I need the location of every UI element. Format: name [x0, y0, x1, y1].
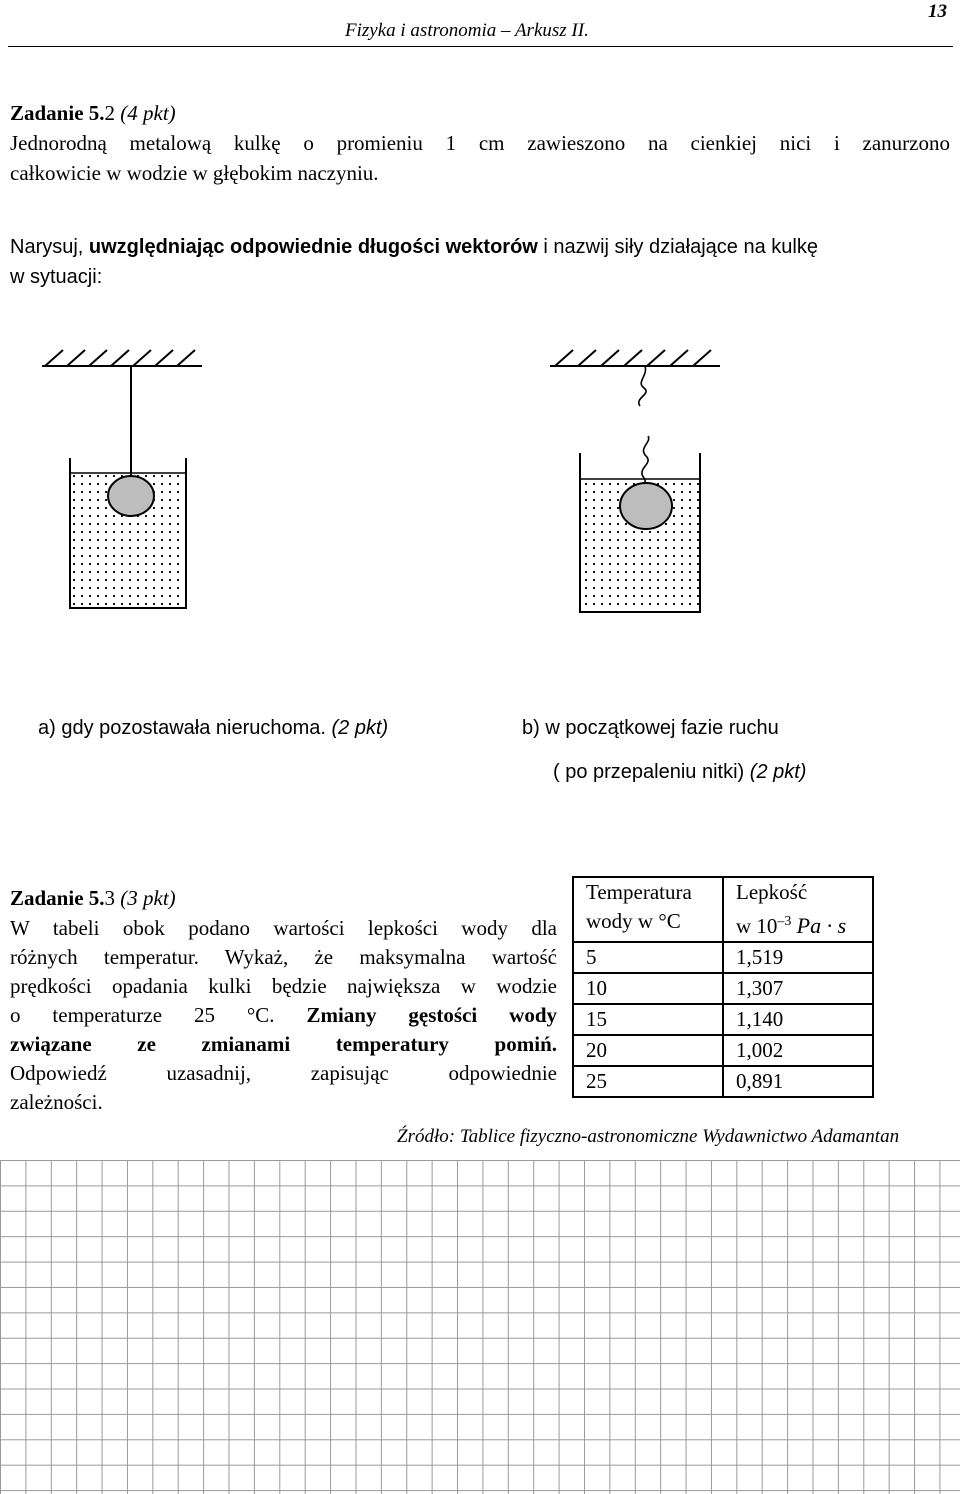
table-row	[573, 942, 873, 973]
table-row	[573, 1004, 873, 1035]
header-viscosity: Lepkość w $10^{-3}$ Pa · s	[723, 877, 873, 942]
cell-visc: 1,307	[723, 973, 873, 1004]
task-5-3-heading: Zadanie 5.3 (3 pkt)	[10, 886, 176, 910]
caption-a: a) gdy pozostawała nieruchoma. (2 pkt)	[38, 717, 389, 739]
table-header-row	[573, 877, 873, 942]
task-5-3-line1: W tabeli obok podano wartości lepkości wody dla	[10, 916, 557, 940]
diagram-a	[42, 350, 202, 608]
diagrams-svg	[0, 330, 960, 630]
ceiling-hatch-a	[42, 350, 202, 366]
header-rule	[8, 46, 953, 47]
caption-b-line2: ( po przepaleniu nitki) (2 pkt)	[553, 761, 807, 783]
cell-temp: 25	[573, 1066, 723, 1097]
task-5-2-intro-line1: Jednorodną metalową kulkę o promieniu 1 cm zawieszono na cienkiej nici i zanurzono	[10, 131, 950, 155]
answer-grid[interactable]	[0, 1160, 960, 1494]
task-5-3-line6: Odpowiedź uzasadnij, zapisując odpowiednie	[10, 1061, 557, 1085]
cell-visc: 0,891	[723, 1066, 873, 1097]
task-5-3-line2: różnych temperatur. Wykaż, że maksymalna wartość	[10, 945, 558, 969]
cell-temp: 20	[573, 1035, 723, 1066]
cell-visc: 1,519	[723, 942, 873, 973]
task-5-3-line4: o temperaturze 25 °C. Zmiany gęstości wody	[10, 1003, 557, 1027]
page-number: 13	[928, 1, 947, 22]
task-5-2-instruction: Narysuj, uwzględniając odpowiednie długości wektorów i nazwij siły działające na kulkę	[10, 236, 818, 258]
cell-visc: 1,140	[723, 1004, 873, 1035]
ceiling-hatch-b	[550, 350, 720, 366]
task-5-3-line7: zależności.	[10, 1090, 103, 1114]
task-5-2-instruction-line2: w sytuacji:	[10, 266, 103, 288]
cell-temp: 15	[573, 1004, 723, 1035]
running-header-title: Fizyka i astronomia – Arkusz II.	[345, 20, 589, 41]
viscosity-unit: w $10^{-3}$ Pa · s	[736, 913, 847, 938]
ball-a	[108, 476, 154, 516]
caption-b: b) w początkowej fazie ruchu	[522, 717, 779, 739]
task-5-2-intro-line2: całkowicie w wodzie w głębokim naczyniu.	[10, 161, 379, 185]
viscosity-table	[572, 876, 874, 1098]
table-row	[573, 973, 873, 1004]
task-5-2-heading: Zadanie 5.2 (4 pkt)	[10, 101, 176, 125]
table-source: Źródło: Tablice fizyczno-astronomiczne Wydawnictwo Adamantan	[397, 1126, 900, 1147]
task-5-3-line5: związane ze zmianami temperatury pomiń.	[10, 1032, 557, 1056]
cell-temp: 5	[573, 942, 723, 973]
cell-visc: 1,002	[723, 1035, 873, 1066]
table-row	[573, 1066, 873, 1097]
cell-temp: 10	[573, 973, 723, 1004]
diagram-b	[550, 350, 720, 612]
header-temperature: Temperatura wody w °C	[573, 877, 723, 942]
table-row	[573, 1035, 873, 1066]
ball-b	[620, 483, 672, 529]
task-5-3-line3: prędkości opadania kulki będzie największa w wodzie	[10, 974, 557, 998]
burnt-string-upper-b	[639, 366, 646, 406]
